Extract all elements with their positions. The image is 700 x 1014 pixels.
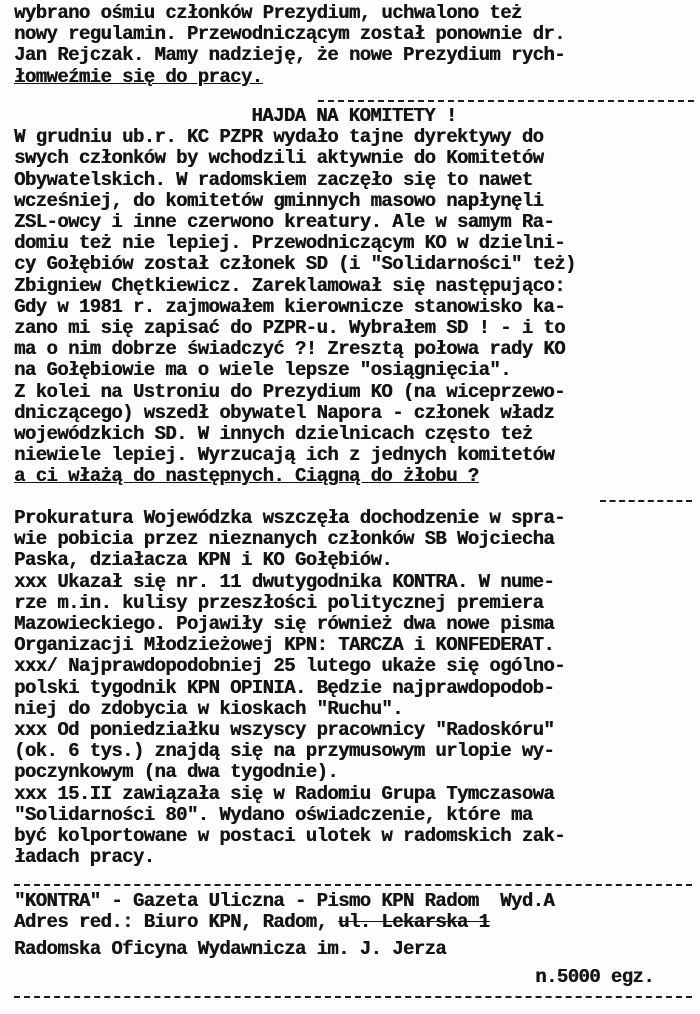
intro-line: Jan Rejczak. Mamy nadzieję, że nowe Prezydium rych- <box>14 44 565 67</box>
news-line: Prokuratura Wojewódzka wszczęła dochodzenie w spra- <box>14 507 565 529</box>
news-line: polski tygodnik KPN OPINIA. Będzie najprawdopodob- <box>14 676 555 699</box>
article-hajda <box>14 106 694 488</box>
article-heading: HAJDA NA KOMITETY ! <box>251 105 457 127</box>
news-line: xxx Ukazał się nr. 11 dwutygodnika KONTRA. W nume- <box>14 570 555 593</box>
article-line: cy Gołębiów został członek SD (i "Solidarności" też) <box>14 253 576 276</box>
news-line: niej do zdobycia w kioskach "Ruchu". <box>14 697 403 720</box>
article-line: swych członków by wchodzili aktywnie do Komitetów <box>14 147 544 170</box>
separator-rule <box>14 996 692 998</box>
colophon-address: Adres red.: Biuro KPN, Radom, <box>14 911 339 934</box>
news-line: wie pobicia przez nieznanych członków SB Wojciecha <box>14 528 555 551</box>
article-line: niewiele lepiej. Wyrzucają ich z jednych komitetów <box>14 444 555 467</box>
article-last-line: a ci włażą do następnych. Ciągną do żłobu ? <box>14 465 479 488</box>
article-line: domiu też nie lepiej. Przewodniczącym KO w dzielni- <box>14 232 565 255</box>
intro-line: wybrano ośmiu członków Prezydium, uchwalono też <box>14 2 522 24</box>
article-line: W grudniu ub.r. KC PZPR wydało tajne dyrektywy do <box>14 126 544 149</box>
article-line: Z kolei na Ustroniu do Prezydium KO (na wiceprzewo- <box>14 380 565 403</box>
article-line: na Gołębiowie ma o wiele lepsze "osiągnięcia". <box>14 359 511 382</box>
colophon <box>14 891 694 988</box>
colophon-title-line: "KONTRA" - Gazeta Uliczna - Pismo KPN Radom Wyd.A <box>14 890 555 912</box>
news-line: rze m.in. kulisy przeszłości politycznej premiera <box>14 591 544 614</box>
news-line: poczynkowym (na dwa tygodnie). <box>14 761 339 784</box>
news-line: xxx 15.II zawiązała się w Radomiu Grupa Tymczasowa <box>14 782 555 805</box>
colophon-circulation: n.5000 egz. <box>535 965 654 988</box>
article-line: Obywatelskich. W radomskiem zaczęło się to nawet <box>14 168 533 191</box>
colophon-publisher-line: Radomska Oficyna Wydawnicza im. J. Jerza <box>14 938 447 961</box>
separator-rule <box>600 500 692 502</box>
intro-paragraph <box>14 3 694 88</box>
article-line: Zbigniew Chętkiewicz. Zareklamował się następująco: <box>14 274 565 297</box>
news-line: Organizacji Młodzieżowej KPN: TARCZA i KONFEDERAT. <box>14 634 555 657</box>
colophon-address-line <box>14 912 694 933</box>
news-line: "Solidarności 80". Wydano oświadczenie, które ma <box>14 803 533 826</box>
colophon-address-struck: ul. Lekarska 1 <box>338 911 490 934</box>
article-line: dniczącego) wszedł obywatel Napora - członek władz <box>14 401 555 424</box>
separator-rule <box>318 100 694 102</box>
news-line: xxx/ Najprawdopodobniej 25 lutego ukaże się ogólno- <box>14 655 565 678</box>
intro-line: nowy regulamin. Przewodniczącym został ponownie dr. <box>14 23 565 46</box>
news-line: (ok. 6 tys.) znajdą się na przymusowym urlopie wy- <box>14 740 555 763</box>
article-line: wojewódzkich SD. W innych dzielnicach często też <box>14 423 533 446</box>
news-line: ładach pracy. <box>14 846 155 869</box>
news-line: być kolportowane w postaci ulotek w radomskich zak- <box>14 825 565 848</box>
news-line: Paska, działacza KPN i KO Gołębiów. <box>14 549 393 572</box>
article-line: zano mi się zapisać do PZPR-u. Wybrałem SD ! - i to <box>14 317 565 340</box>
intro-last-line: łomweźmie się do pracy. <box>14 65 263 88</box>
separator-rule <box>14 884 692 886</box>
news-line: Mazowieckiego. Pojawiły się również dwa nowe pisma <box>14 613 555 636</box>
news-items <box>14 508 694 868</box>
article-line: ZSL-owcy i inne czerwono kreatury. Ale w samym Ra- <box>14 211 555 234</box>
article-line: Gdy w 1981 r. zajmowałem kierownicze stanowisko ka- <box>14 295 565 318</box>
article-line: ma o nim dobrze świadczyć ?! Zresztą połowa rady KO <box>14 338 565 361</box>
article-line: wcześniej, do komitetów gminnych masowo napłynęli <box>14 189 544 212</box>
news-line: xxx Od poniedziałku wszyscy pracownicy "Radoskóru" <box>14 719 555 742</box>
